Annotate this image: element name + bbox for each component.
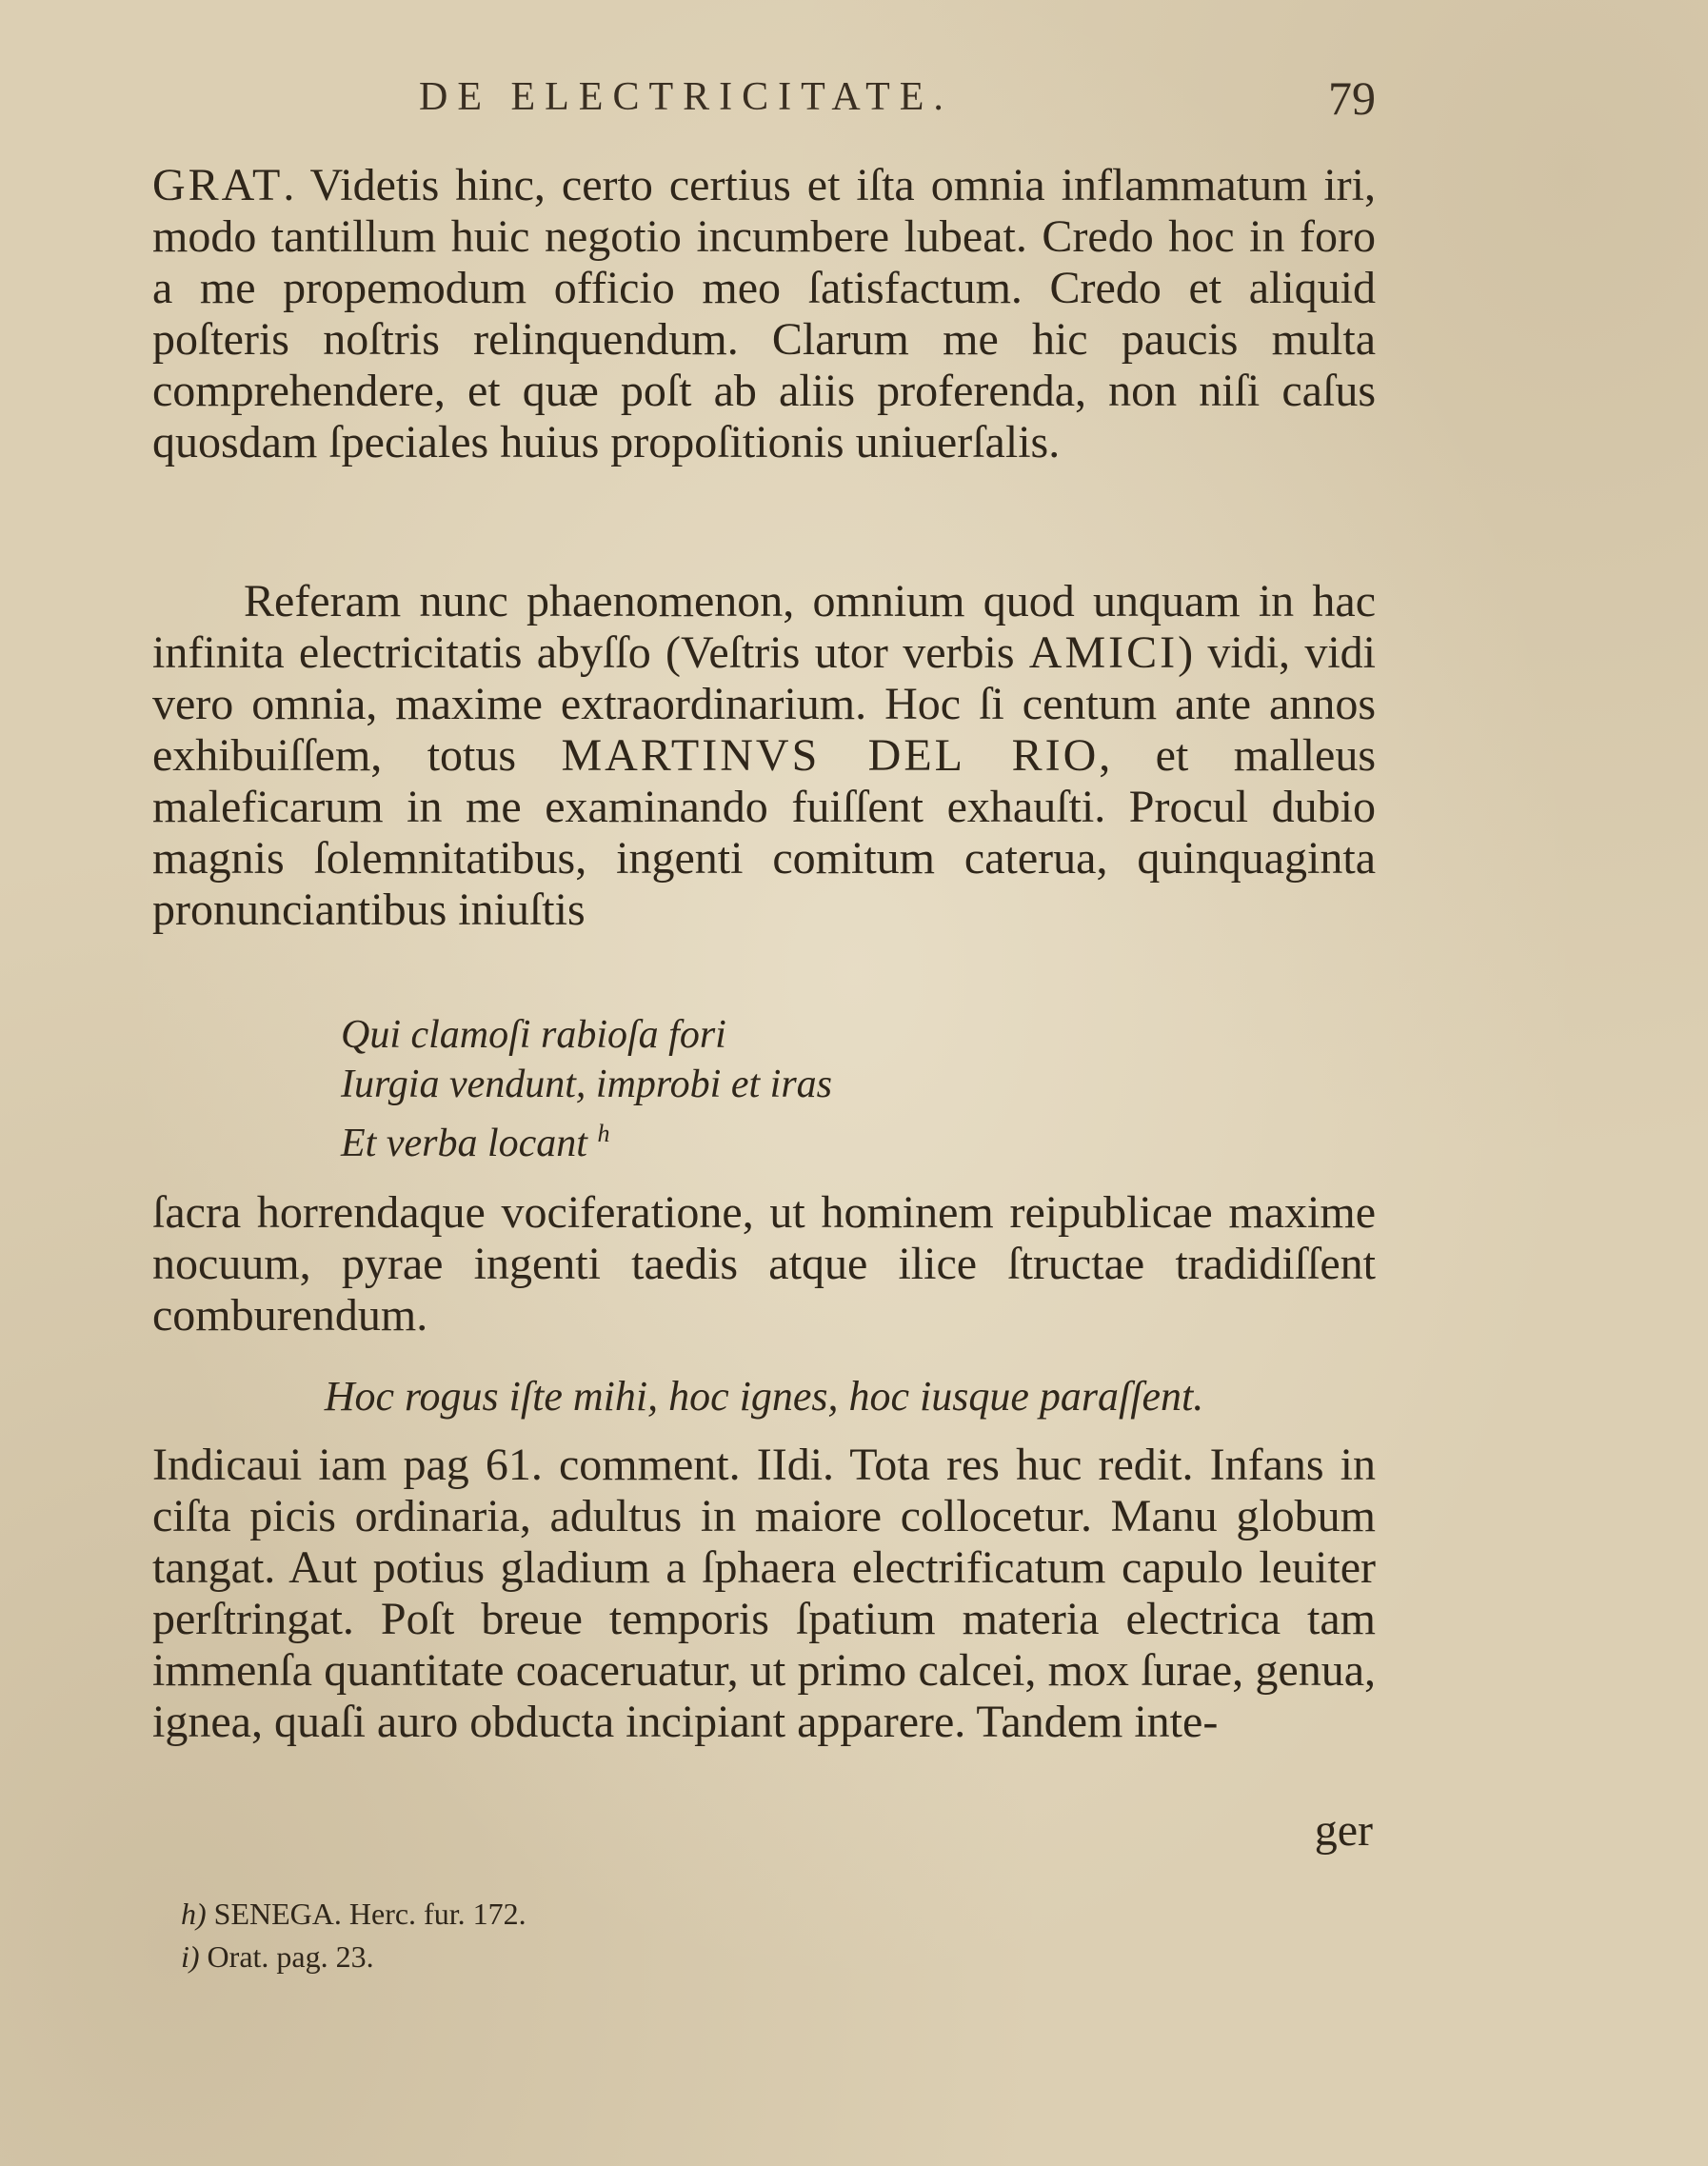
catchword: ger	[1314, 1805, 1373, 1856]
verse-quotation	[341, 1010, 832, 1168]
paragraph-4-text: Indicaui iam pag 61. comment. IIdi. Tota res huc redit. Infans in ciſta picis ordinaria, adultus in maiore collocetur. Manu globum tangat. Aut potius gladium a ſphaera electrificatum capulo leuiter perſtringat. Poſt breue temporis ſpatium materia electrica tam immenſa quantitate coaceruatur, ut primo calcei, mox ſurae, genua, ignea, quaſi auro obducta incipiant apparere. Tandem inte-	[152, 1440, 1376, 1747]
footnote-marker-h: h	[597, 1120, 610, 1147]
martinus-name: MARTINVS DEL RIO	[561, 730, 1100, 781]
page-number: 79	[1328, 71, 1376, 125]
verse-line-3	[341, 1109, 832, 1168]
footnote-h-text: SENEGA. Herc. fur. 172.	[206, 1897, 526, 1931]
paragraph-3-text: ſacra horrendaque vociferatione, ut hominem reipublicae maxime nocuum, pyrae ingenti taedis atque ilice ſtructae tradidiſſent comburendum.	[152, 1187, 1376, 1341]
paragraph-2-text-a: Referam nunc phaenomenon, omnium quod unquam in hac infinita electricitatis abyſſo (Veſtris utor verbis	[152, 576, 1376, 678]
footnote-h-mark: h)	[181, 1897, 207, 1931]
running-head	[152, 71, 1376, 131]
paragraph-3	[152, 1187, 1376, 1341]
footnote-i-text: Orat. pag. 23.	[199, 1939, 374, 1974]
footnote-h	[181, 1893, 526, 1936]
verse-line-3-text: Et verba locant	[341, 1122, 587, 1165]
footnote-i-mark: i)	[181, 1939, 200, 1974]
footnotes	[181, 1893, 526, 1978]
paragraph-1	[152, 160, 1376, 468]
verse-line-1: Qui clamoſi rabioſa fori	[341, 1013, 726, 1057]
centered-verse: Hoc rogus iſte mihi, hoc ignes, hoc iusque paraſſent.	[324, 1373, 1204, 1420]
speaker-name: GRAT	[152, 160, 284, 210]
paragraph-2-text-b: ) vidi, vidi vero omnia, maxime extraordinarium. Hoc ſi centum ante annos exhibuiſſem, totus	[152, 627, 1377, 781]
paragraph-2	[152, 576, 1376, 936]
paragraph-1-text: Videtis hinc, certo certius et iſta omnia inflammatum iri, modo tantillum huic negotio incumbere lubeat. Credo hoc in foro a me propemodum officio meo ſatisfactum. Credo et aliquid poſteris noſtris relinquendum. Clarum me hic paucis multa comprehendere, et quæ poſt ab aliis proferenda, non niſi caſus quosdam ſpeciales huius propoſitionis uniuerſalis.	[152, 160, 1376, 467]
footnote-i	[181, 1936, 526, 1978]
amici-name: AMICI	[1028, 627, 1179, 678]
speaker-period: .	[283, 160, 295, 210]
paragraph-2-text-c: , et malleus maleficarum in me examinando fuiſſent exhauſti. Procul dubio magnis ſolemnitatibus, ingenti comitum caterua, quinquaginta pronunciantibus iniuſtis	[152, 730, 1377, 935]
paragraph-4	[152, 1440, 1376, 1748]
verse-line-2: Iurgia vendunt, improbi et iras	[341, 1063, 833, 1106]
running-title: DE ELECTRICITATE.	[419, 75, 953, 119]
